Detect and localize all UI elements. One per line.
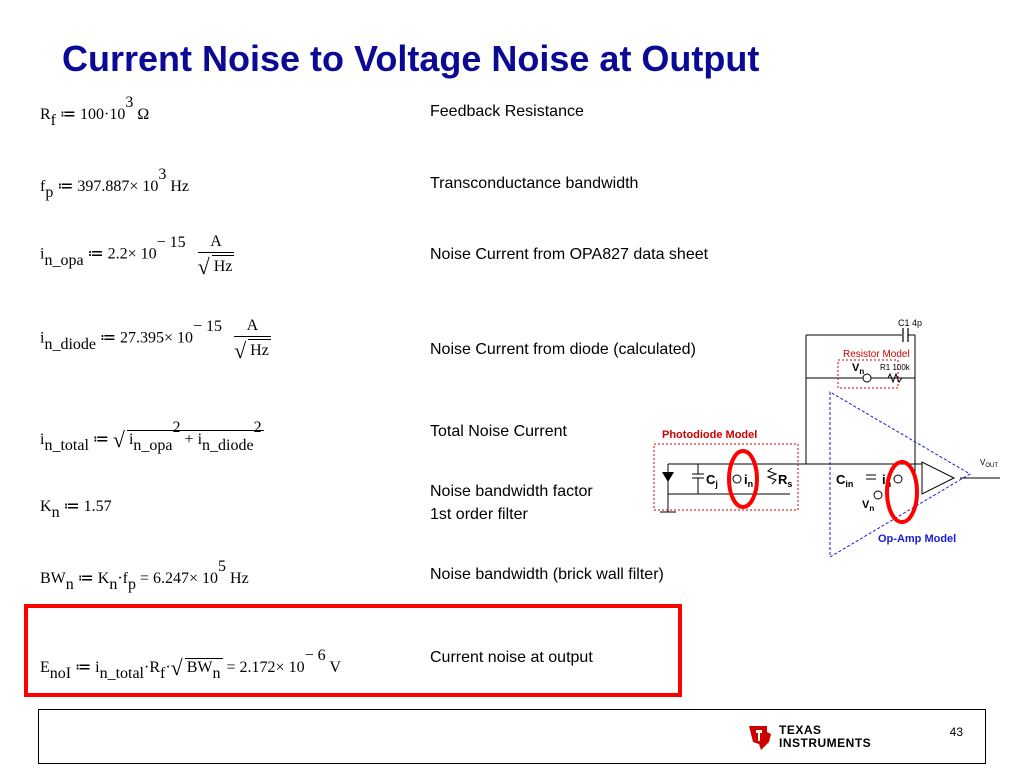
eq-exp: 3 bbox=[125, 94, 134, 111]
resistor-rs-icon bbox=[768, 468, 776, 484]
eq-var: i bbox=[40, 245, 45, 263]
eq-result: = 6.247× 10 bbox=[136, 570, 219, 587]
noise-current-source-icon-2 bbox=[894, 475, 902, 483]
fraction-numerator: A bbox=[198, 232, 235, 253]
eq-expr: ≔ 100·10 bbox=[60, 106, 126, 123]
unit-fraction bbox=[198, 232, 235, 278]
page-number: 43 bbox=[949, 725, 963, 739]
in-right-label: $i_n$ bbox=[882, 472, 892, 489]
eq-var: BW bbox=[40, 570, 66, 587]
term-2-exp: 2 bbox=[253, 419, 262, 436]
plus-sign: + bbox=[184, 431, 194, 448]
eq-var: i bbox=[40, 431, 45, 448]
equation-bwn bbox=[40, 558, 249, 593]
fraction-denominator bbox=[234, 337, 271, 362]
term-2: i bbox=[197, 431, 203, 448]
eq-var: f bbox=[40, 178, 46, 195]
eq-unit: Ω bbox=[137, 106, 150, 123]
desc-in-diode: Noise Current from diode (calculated) bbox=[430, 341, 696, 358]
eq-mid: ·R bbox=[144, 659, 160, 676]
ti-logo-line2: INSTRUMENTS bbox=[779, 736, 872, 750]
eq-expr: ≔ bbox=[92, 431, 109, 448]
eq-exp: 3 bbox=[158, 166, 167, 183]
equation-kn bbox=[40, 496, 112, 521]
sqrt-icon: √ bbox=[234, 338, 247, 363]
eq-expr: ≔ 1.57 bbox=[63, 498, 112, 515]
vout-label: $V_{OUT}$ bbox=[980, 458, 999, 469]
equation-in-diode bbox=[40, 316, 271, 362]
eq-sub-2: n_total bbox=[99, 665, 144, 682]
c1-label: C1 4p bbox=[898, 318, 923, 328]
vn-top-label: $V_n$ bbox=[852, 362, 865, 376]
eq-sub: f bbox=[50, 112, 56, 129]
eq-var: K bbox=[40, 498, 52, 515]
eq-sub-3: f bbox=[160, 665, 166, 682]
opamp-model-label: Op-Amp Model bbox=[878, 533, 957, 545]
eq-sub: p bbox=[45, 184, 54, 201]
ti-logo bbox=[745, 720, 885, 754]
eq-var: R bbox=[40, 106, 51, 123]
term-2-sub: n_diode bbox=[202, 437, 254, 454]
resistor-model-label: Resistor Model bbox=[843, 349, 910, 360]
eq-exp: 5 bbox=[218, 558, 227, 575]
desc-fp: Transconductance bandwidth bbox=[430, 175, 639, 192]
eq-result: = 2.172× 10 bbox=[222, 659, 305, 676]
vn-bottom-label: $V_n$ bbox=[862, 499, 875, 513]
highlight-ellipse-right bbox=[887, 462, 917, 522]
noise-voltage-source-icon-2 bbox=[874, 491, 882, 499]
sqrt-icon: √ bbox=[197, 254, 210, 279]
eq-expr: ≔ 397.887× 10 bbox=[57, 178, 159, 195]
desc-in-total: Total Noise Current bbox=[430, 423, 567, 440]
eq-var: E bbox=[40, 659, 50, 676]
eq-exp: − 15 bbox=[193, 317, 223, 335]
desc-kn-line2: 1st order filter bbox=[430, 506, 528, 523]
in-left-label: $i_n$ bbox=[744, 472, 754, 489]
desc-bwn: Noise bandwidth (brick wall filter) bbox=[430, 566, 664, 583]
photodiode-model-label: Photodiode Model bbox=[662, 429, 758, 441]
radicand bbox=[127, 419, 264, 454]
eq-expr: ≔ 27.395× 10 bbox=[100, 329, 194, 347]
desc-in-opa: Noise Current from OPA827 data sheet bbox=[430, 246, 709, 263]
desc-kn-line1: Noise bandwidth factor bbox=[430, 483, 593, 500]
cj-label: $C_j$ bbox=[706, 472, 718, 489]
radicand-var: BW bbox=[186, 659, 213, 676]
equation-fp bbox=[40, 166, 190, 201]
equation-rf bbox=[40, 94, 150, 129]
eq-unit: Hz bbox=[170, 178, 190, 195]
desc-rf: Feedback Resistance bbox=[430, 103, 584, 120]
opamp-icon bbox=[922, 462, 954, 494]
radicand: Hz bbox=[212, 255, 235, 278]
ti-logo-icon bbox=[745, 722, 775, 752]
rs-label: $R_s$ bbox=[778, 472, 793, 489]
ti-logo-line1: TEXAS bbox=[779, 723, 822, 737]
eq-dot: · bbox=[165, 659, 171, 676]
eq-exp: − 6 bbox=[304, 647, 326, 664]
eq-dot: ·f bbox=[117, 570, 128, 587]
slide-title: Current Noise to Voltage Noise at Output bbox=[62, 38, 760, 79]
eq-expr: ≔ i bbox=[75, 659, 100, 676]
noise-current-source-icon bbox=[733, 475, 741, 483]
ti-logo-text bbox=[779, 724, 871, 750]
eq-sub: n_opa bbox=[44, 251, 84, 269]
eq-sub-2: n bbox=[109, 576, 118, 593]
radicand-sub: n bbox=[212, 665, 221, 682]
photodiode-icon bbox=[662, 472, 674, 482]
capacitor-c1 bbox=[902, 328, 908, 342]
eq-unit: Hz bbox=[230, 570, 249, 587]
eq-sub: n bbox=[65, 576, 74, 593]
eq-exp: − 15 bbox=[156, 233, 186, 251]
eq-sub: n bbox=[51, 504, 60, 521]
footer bbox=[38, 709, 986, 764]
r1-label: R1 100k bbox=[880, 363, 910, 372]
fraction-denominator bbox=[198, 253, 235, 278]
eq-expr: ≔ K bbox=[77, 570, 110, 587]
eq-unit: V bbox=[329, 659, 341, 676]
unit-fraction bbox=[234, 316, 271, 362]
cin-label: $C_{in}$ bbox=[836, 472, 854, 489]
term-1: i bbox=[128, 431, 134, 448]
desc-eno: Current noise at output bbox=[430, 649, 593, 666]
eq-expr: ≔ 2.2× 10 bbox=[87, 245, 157, 263]
equation-in-opa bbox=[40, 232, 234, 278]
fraction-numerator: A bbox=[234, 316, 271, 337]
equation-in-total bbox=[40, 419, 264, 454]
eq-sub: noI bbox=[49, 665, 72, 682]
sqrt-icon: √ bbox=[112, 427, 125, 452]
highlight-box bbox=[24, 604, 682, 697]
eq-sub: n_diode bbox=[44, 335, 96, 353]
term-1-exp: 2 bbox=[172, 419, 181, 436]
radicand: Hz bbox=[248, 339, 271, 362]
eq-sub: n_total bbox=[44, 437, 89, 454]
sqrt-icon: √ bbox=[170, 655, 183, 680]
circuit-diagram bbox=[640, 312, 1010, 562]
term-1-sub: n_opa bbox=[133, 437, 173, 454]
photodiode-model-box bbox=[654, 444, 798, 510]
eq-var: i bbox=[40, 329, 45, 347]
eq-sub-3: p bbox=[128, 576, 136, 593]
